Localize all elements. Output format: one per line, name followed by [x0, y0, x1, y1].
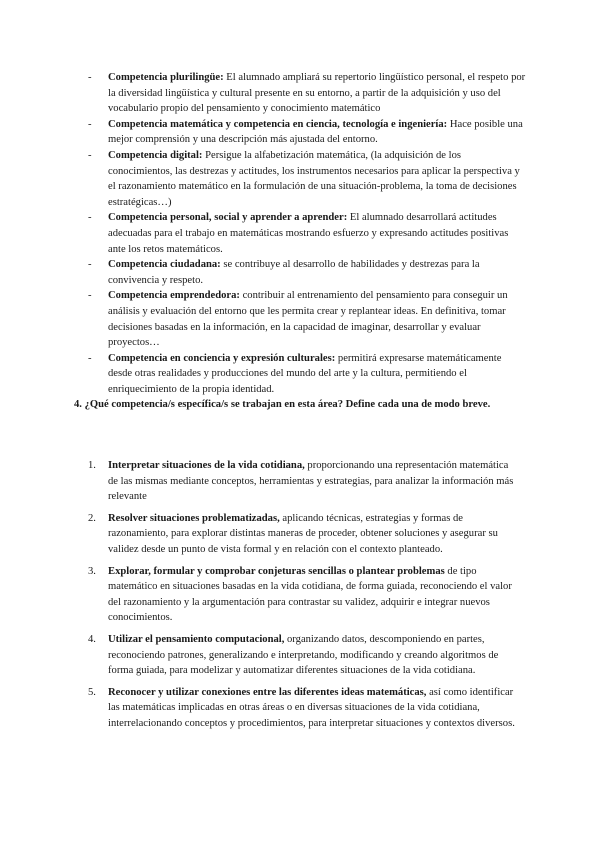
item-text: se contribuye al desarrollo de habilidades y destrezas para la convivencia y respeto.	[108, 259, 480, 286]
item-text: Persigue la alfabetización matemática, (la adquisición de los conocimientos, las destrezas y actitudes, los instrumentos necesarios para aplicar la perspectiva y el razonamiento matemático en la formulación de una situación-problema, la toma de decisiones estratégicas…)	[108, 149, 520, 208]
list-item	[88, 564, 520, 626]
item-title: Competencia ciudadana:	[108, 259, 221, 271]
item-title: Explorar, formular y comprobar conjeturas sencillas o plantear problemas	[108, 565, 445, 577]
dash-marker: -	[88, 212, 92, 224]
dash-marker: -	[88, 290, 92, 302]
list-item	[88, 148, 528, 210]
number-marker: 3.	[88, 565, 96, 577]
item-title: Competencia plurilingüe:	[108, 72, 224, 83]
item-text: El alumnado ampliará su repertorio lingüístico personal, el respeto por la diversidad lingüística y cultural presente en su entorno, a partir de la adquisición y uso del vocabulario propio del pensamiento y conocimiento matemático	[108, 72, 526, 115]
item-text: permitirá expresarse matemáticamente desde otras realidades y producciones del mundo del arte y la cultura, permitiendo el enriquecimiento de la propia identidad.	[108, 352, 502, 395]
item-title: Competencia personal, social y aprender a aprender:	[108, 212, 348, 224]
list-item	[88, 210, 528, 257]
item-text: Hace posible una mejor comprensión y una descripción más ajustada del entorno.	[108, 118, 523, 146]
list-item	[88, 632, 520, 679]
dash-marker: -	[88, 259, 92, 271]
dash-marker: -	[88, 149, 92, 161]
item-title: Resolver situaciones problematizadas,	[108, 512, 280, 524]
list-item	[88, 458, 520, 505]
dash-marker: -	[88, 72, 92, 83]
number-marker: 4.	[88, 633, 96, 645]
list-item	[88, 685, 520, 732]
item-title: Reconocer y utilizar conexiones entre las diferentes ideas matemáticas,	[108, 686, 427, 698]
specific-competences-list	[88, 458, 520, 738]
list-item	[88, 351, 528, 398]
item-text: proporcionando una representación matemática de las mismas mediante conceptos, herramientas y estrategias, para analizar la información más relevante	[108, 460, 514, 503]
section-question-heading: 4. ¿Qué competencia/s específica/s se trabajan en esta área? Define cada una de modo breve.	[74, 399, 491, 410]
list-item	[88, 257, 528, 288]
list-item	[88, 288, 528, 350]
item-text: El alumnado desarrollará actitudes adecuadas para el trabajo en matemáticas mostrando esfuerzo y expresando actitudes positivas ante los retos matemáticos.	[108, 212, 509, 255]
item-text: aplicando técnicas, estrategias y formas de razonamiento, para explorar distintas maneras de proceder, obtener soluciones y asegurar su validez desde un punto de vista formal y en relación con el contexto planteado.	[108, 512, 498, 555]
dash-marker: -	[88, 352, 92, 364]
number-marker: 5.	[88, 686, 96, 698]
dash-marker: -	[88, 118, 92, 130]
item-text: así como identificar las matemáticas implicadas en otras áreas o en diversas situaciones de la vida cotidiana, interrelacionando conceptos y procedimientos, para interpretar situaciones y contextos diversos.	[108, 686, 515, 729]
list-item	[88, 117, 528, 148]
item-title: Competencia matemática y competencia en ciencia, tecnología e ingeniería:	[108, 118, 448, 130]
item-title: Utilizar el pensamiento computacional,	[108, 633, 285, 645]
list-item	[88, 511, 520, 558]
item-text: organizando datos, descomponiendo en partes, reconociendo patrones, generalizando e interpretando, modificando y creando algoritmos de forma guiada, para modelizar y automatizar diferentes situaciones de la vida cotidiana.	[108, 633, 499, 677]
number-marker: 2.	[88, 512, 96, 524]
item-text: de tipo matemático en situaciones basadas en la vida cotidiana, de forma guiada, reconociendo el valor del razonamiento y la argumentación para contrastar su validez, adquirir e integrar nuevos conocimientos.	[108, 565, 512, 624]
item-title: Competencia digital:	[108, 149, 203, 161]
item-title: Competencia en conciencia y expresión culturales:	[108, 352, 336, 364]
list-item	[88, 70, 528, 117]
item-title: Competencia emprendedora:	[108, 290, 240, 302]
item-title: Interpretar situaciones de la vida cotidiana,	[108, 460, 305, 471]
number-marker: 1.	[88, 460, 96, 471]
item-text: contribuir al entrenamiento del pensamiento para conseguir un análisis y evaluación del entorno que les permita crear y replantear ideas. En definitiva, tomar decisiones basadas en la información, en la capacidad de imaginar, desarrollar y evaluar proyectos…	[108, 290, 508, 349]
key-competences-list	[88, 70, 528, 397]
